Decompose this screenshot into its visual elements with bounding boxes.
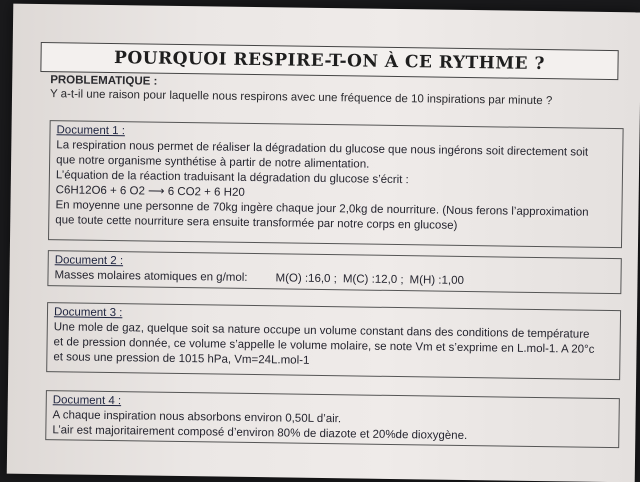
document-1-line: que toute cette nourriture sera ensuite transformée par notre corps en glucose) <box>55 214 458 232</box>
worksheet-paper <box>7 4 640 482</box>
molar-masses-label: Masses molaires atomiques en g/mol: <box>54 269 248 284</box>
document-4-line: L’air est majoritairement composé d’environ 80% de diazote et 20%de dioxygène. <box>52 424 468 443</box>
document-1 <box>48 120 624 248</box>
molar-mass-o: M(O) :16,0 ; <box>275 272 337 286</box>
document-3 <box>46 302 621 380</box>
page-title: POURQUOI RESPIRE-T-ON À CE RYTHME ? <box>113 48 546 75</box>
document-1-line: que notre organisme synthétise à partir de notre alimentation. <box>56 154 370 171</box>
problematique-label: PROBLEMATIQUE : <box>50 74 158 88</box>
document-3-line: et sous une pression de 1015 hPa, Vm=24L.mol-1 <box>53 351 310 367</box>
document-4 <box>45 390 620 448</box>
reaction-equation: C6H12O6 + 6 O2 ⟶ 6 CO2 + 6 H20 <box>55 184 245 199</box>
document-3-title: Document 3 : <box>53 306 123 320</box>
molar-mass-c: M(C) :12,0 ; <box>342 273 404 287</box>
molar-mass-h: M(H) :1,00 <box>409 274 465 287</box>
document-4-title: Document 4 : <box>52 394 122 408</box>
document-3-line: Une mole de gaz, quelque soit sa nature occupe un volume constant dans des conditions de température <box>53 321 590 341</box>
document-3-line: et de pression donnée, ce volume s’appelle le volume molaire, se note Vm et s’exprime en L.mol-1. A 20°c <box>53 336 595 356</box>
document-2 <box>47 250 621 294</box>
document-4-line: A chaque inspiration nous absorbons environ 0,50L d’air. <box>52 409 342 426</box>
problematique-question: Y a-t-il une raison pour laquelle nous respirons avec une fréquence de 10 inspirations par minute ? <box>49 88 553 108</box>
document-2-title: Document 2 : <box>54 254 124 268</box>
document-1-line: L’équation de la réaction traduisant la dégradation du glucose s’écrit : <box>55 169 409 187</box>
document-1-title: Document 1 : <box>56 124 126 138</box>
document-1-line: La respiration nous permet de réaliser la dégradation du glucose que nous ingérons soit directement soit <box>56 139 589 159</box>
document-1-line: En moyenne une personne de 70kg ingère chaque jour 2,0kg de nourriture. (Nous ferons l’approximation <box>55 199 589 219</box>
